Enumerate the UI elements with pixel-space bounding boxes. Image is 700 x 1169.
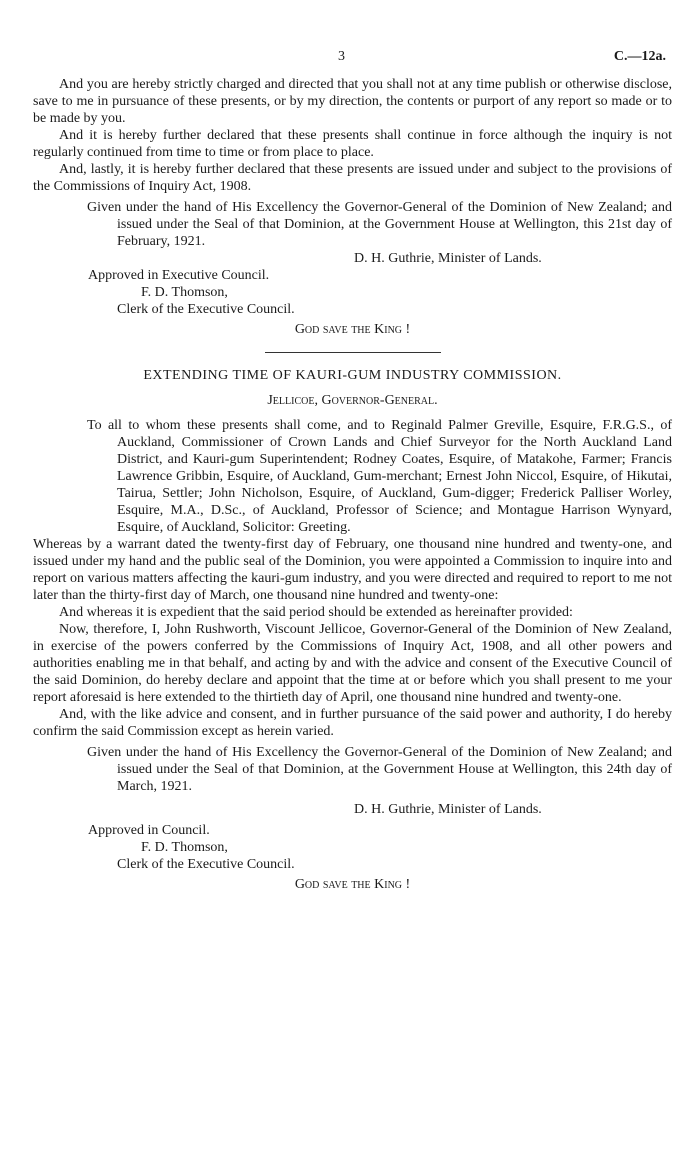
god-save-the-king-1: God save the King ! xyxy=(294,322,411,337)
minister-signature-1: D. H. Guthrie, Minister of Lands. xyxy=(354,251,542,266)
clerk-title-1: Clerk of the Executive Council. xyxy=(117,302,295,317)
approved-in-council-2: Approved in Council. xyxy=(88,823,210,838)
approved-in-council-1: Approved in Executive Council. xyxy=(88,268,270,283)
address-greeting: To all to whom these presents shall come, and to Reginald Palmer Greville, Esquire, F.R.G.S., of Auckland, Commissioner of Crown Lands and Chief Surveyor for the North Auckland Land District, and Kauri-gum Superintendent; Rodney Coates, Esquire, of Matakohe, Farmer; Francis Lawrence Gribbin, Esquire, of Auckland, Gum-merchant; Ernest John Niccol, Esquire, of Hikutai, Tairua, Settler; John Nicholson, Esquire, of Auckland, Gum-digger; Frederick Palliser Worley, Esquire, M.A., D.Sc., of Auckland, Professor of Science; and Montague Harrison Wynyard, Esquire, of Auckland, Solicitor: Greeting. xyxy=(87,418,672,535)
section-divider xyxy=(265,352,441,353)
god-save-the-king-2: God save the King ! xyxy=(294,877,411,892)
given-under-hand-2: Given under the hand of His Excellency the Governor-General of the Dominion of New Zealand; and issued under the Seal of that Dominion, at the Government House at Wellington, this 24th day of March, 1921. xyxy=(87,745,672,794)
clerk-title-2: Clerk of the Executive Council. xyxy=(117,857,295,872)
section-title: EXTENDING TIME OF KAURI-GUM INDUSTRY COMMISSION. xyxy=(143,368,562,383)
paragraph-act-provisions: And, lastly, it is hereby further declared that these presents are issued under and subject to the provisions of the Commissions of Inquiry Act, 1908. xyxy=(33,162,672,194)
given-under-hand-1: Given under the hand of His Excellency the Governor-General of the Dominion of New Zealand; and issued under the Seal of that Dominion, at the Government House at Wellington, this 21st day of February, 1921. xyxy=(87,200,672,249)
minister-signature-2: D. H. Guthrie, Minister of Lands. xyxy=(354,802,542,817)
page-header xyxy=(33,48,672,76)
paragraph-whereas-expedient: And whereas it is expedient that the said period should be extended as hereinafter provided: xyxy=(59,605,573,620)
governor-general-line: Jellicoe, Governor-General. xyxy=(267,393,438,408)
clerk-name-2: F. D. Thomson, xyxy=(141,840,228,855)
clerk-name-1: F. D. Thomson, xyxy=(141,285,228,300)
paragraph-confirm-commission: And, with the like advice and consent, and in further pursuance of the said power and authority, I do hereby confirm the said Commission except as herein varied. xyxy=(33,707,672,739)
paragraph-now-therefore: Now, therefore, I, John Rushworth, Viscount Jellicoe, Governor-General of the Dominion of New Zealand, in exercise of the powers conferred by the Commissions of Inquiry Act, 1908, and all other powers and authorities enabling me in that behalf, and acting by and with the advice and consent of the Executive Council of the said Dominion, do hereby declare and appoint that the time at or before which you shall present to me your report aforesaid is here extended to the thirtieth day of April, one thousand nine hundred and twenty-one. xyxy=(33,622,672,705)
paragraph-whereas-warrant: Whereas by a warrant dated the twenty-first day of February, one thousand nine hundred and twenty-one, and issued under my hand and the public seal of the Dominion, you were appointed a Commission to inquire into and report on various matters affecting the kauri-gum industry, and you were directed and required to report to me not later than the thirty-first day of March, one thousand nine hundred and twenty-one: xyxy=(33,537,672,603)
paragraph-continue-in-force: And it is hereby further declared that these presents shall continue in force although the inquiry is not regularly continued from time to time or from place to place. xyxy=(33,128,672,160)
document-reference: C.—12a. xyxy=(613,49,666,64)
paragraph-confidentiality: And you are hereby strictly charged and directed that you shall not at any time publish or otherwise disclose, save to me in pursuance of these presents, or by my direction, the contents or purport of any report so made or to be made by you. xyxy=(33,77,672,126)
page-number: 3 xyxy=(338,49,345,64)
